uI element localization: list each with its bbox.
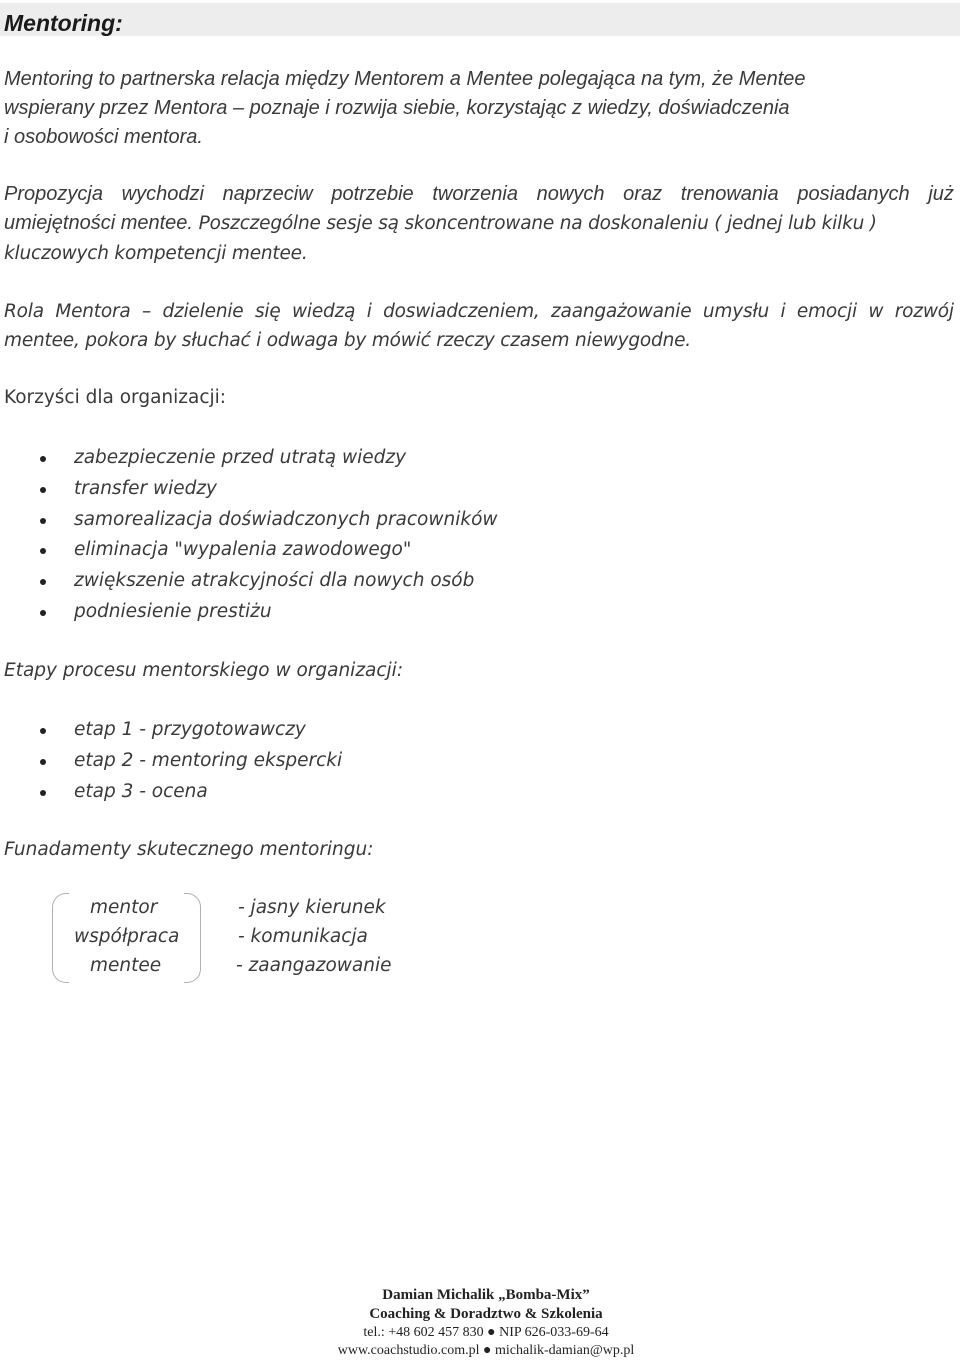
fundamental-right: - jasny kierunek [238,897,386,918]
bullet-icon [40,790,46,796]
benefits-heading: Korzyści dla organizacji: [4,387,226,408]
footer-name: Damian Michalik „Bomba-Mix” [382,1287,590,1303]
bullet-icon [40,548,46,554]
proposal-line-2: umiejętności mentee. Poszczególne sesje są skoncentrowane na doskonaleniu ( jednej lub kilku ) [4,212,877,234]
left-bracket-icon [52,893,69,983]
proposal-line-1: Propozycja wychodzi naprzeciw potrzebie tworzenia nowych oraz trenowania posiadanych już [4,183,954,205]
bullet-icon [40,610,46,616]
bullet-icon [40,456,46,462]
role-line-1: Rola Mentora – dzielenie się wiedzą i doswiadczeniem, zaangażowanie umysłu i emocji w rozwój [4,301,954,322]
fundamental-left: mentee [90,955,162,976]
footer-contact: tel.: +48 602 457 830 ● NIP 626-033-69-64 [363,1325,609,1340]
fundamental-right: - komunikacja [238,926,368,947]
bullet-icon [40,579,46,585]
intro-line-1: Mentoring to partnerska relacja między Mentorem a Mentee polegająca na tym, że Mentee [4,68,806,90]
intro-line-3: i osobowości mentora. [4,126,203,148]
stages-heading: Etapy procesu mentorskiego w organizacji: [4,660,404,681]
fundamentals-heading: Funadamenty skutecznego mentoringu: [4,839,374,860]
bullet-icon [40,487,46,493]
fundamental-left: mentor [90,897,158,918]
bullet-icon [40,759,46,765]
page-title: Mentoring: [4,10,123,36]
fundamental-right: - zaangazowanie [236,955,392,976]
footer-services: Coaching & Doradztwo & Szkolenia [369,1306,603,1322]
fundamental-left: współpraca [74,926,180,947]
role-line-2: mentee, pokora by słuchać i odwaga by mówić rzeczy czasem niewygodne. [4,330,691,351]
right-bracket-icon [184,893,201,983]
footer [0,1286,960,1360]
title-bar [0,3,960,36]
bullet-icon [40,728,46,734]
footer-web[interactable]: www.coachstudio.com.pl ● michalik-damian@wp.pl [337,1343,635,1358]
bullet-icon [40,518,46,524]
intro-line-2: wspierany przez Mentora – poznaje i rozwija siebie, korzystając z wiedzy, doświadczenia [4,97,790,119]
proposal-line-3: kluczowych kompetencji mentee. [4,243,308,264]
